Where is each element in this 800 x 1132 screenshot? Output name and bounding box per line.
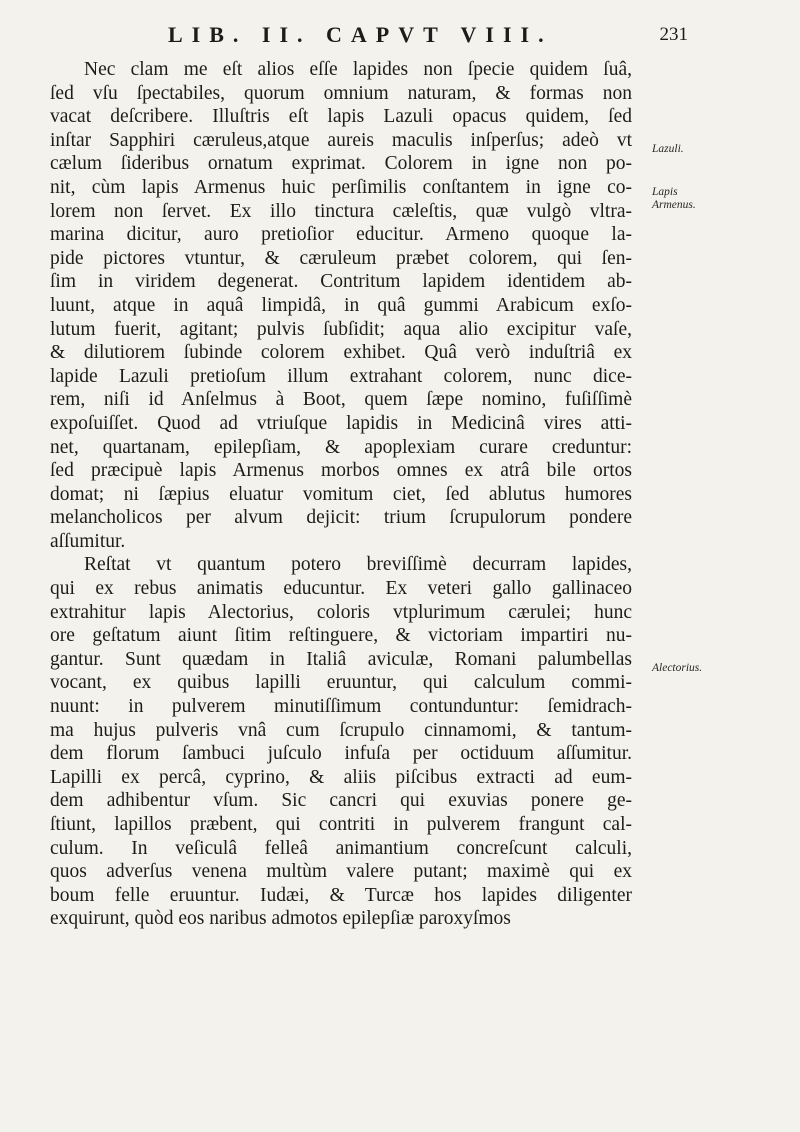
text-line: melancholicos per alvum dejicit: trium ſcrupulorum pondere — [50, 507, 632, 529]
text-line: nuunt: in pulverem minutiſſimum contunduntur: ſemidrach- — [50, 696, 632, 718]
marginal-note-lapis-armenus: Lapis Armenus. — [652, 186, 696, 211]
text-line: dem florum ſambuci juſculo infuſa per octiduum aſſumitur. — [50, 743, 632, 765]
marginal-note-alectorius: Alectorius. — [652, 662, 703, 674]
text-line: inſtar Sapphiri cæruleus,atque aureis maculis inſperſus; adeò vt — [50, 129, 632, 151]
text-line: culum. In veſiculâ felleâ animantium concreſcunt calculi, — [50, 837, 632, 859]
text-line: & dilutiorem ſubinde colorem exhibet. Quâ verò induſtriâ ex — [50, 342, 632, 364]
text-line: ore geſtatum aiunt ſitim reſtinguere, & victoriam impartiri nu- — [50, 625, 632, 647]
text-line: vocant, ex quibus lapilli eruuntur, qui calculum commi- — [50, 672, 632, 694]
text-line: lorem non ſervet. Ex illo tinctura cæleſtis, quæ vulgò vltra- — [50, 200, 632, 222]
text-line: qui ex rebus animatis educuntur. Ex veteri gallo gallinaceo — [50, 578, 632, 600]
text-line: ſed vſu ſpectabiles, quorum omnium naturam, & formas non — [50, 82, 632, 104]
text-line: rem, niſi id Anſelmus à Boot, quem ſæpe nomino, fuſiſſimè — [50, 389, 632, 411]
text-line: marina dicitur, auro pretioſior educitur. Armeno quoque la- — [50, 224, 632, 246]
text-line: ſtiunt, lapillos præbent, qui contriti in pulverem frangunt cal- — [50, 814, 632, 835]
page-number: 231 — [659, 24, 688, 45]
text-line: pide pictores vtuntur, & cæruleum præbet colorem, qui ſen- — [50, 247, 632, 269]
text-line: net, quartanam, epilepſiam, & apoplexiam curare creduntur: — [50, 436, 632, 458]
text-line: Nec clam me eſt alios eſſe lapides non ſpecie quidem ſuâ, — [84, 59, 632, 80]
text-line: dem adhibentur vſum. Sic cancri qui exuvias ponere ge- — [50, 790, 632, 812]
text-line: lapide Lazuli pretioſum illum extrahant colorem, nunc dice- — [50, 365, 632, 387]
text-line: exquirunt, quòd eos naribus admotos epilepſiæ paroxyſmos — [50, 908, 511, 930]
text-line: extrahitur lapis Alectorius, coloris vtplurimum cærulei; hunc — [50, 601, 632, 623]
marginal-note-lazuli: Lazuli. — [652, 143, 684, 155]
text-line: ſed præcipuè lapis Armenus morbos omnes ex atrâ bile ortos — [50, 460, 632, 482]
text-line: boum felle eruuntur. Iudæi, & Turcæ hos lapides diligenter — [50, 884, 632, 906]
text-line: domat; ni ſæpius eluatur vomitum ciet, ſed ablutus humores — [50, 483, 632, 505]
text-line: gantur. Sunt quædam in Italiâ aviculæ, Romani palumbellas — [50, 648, 632, 670]
text-line: ſim in viridem degenerat. Contritum lapidem identidem ab- — [50, 271, 632, 293]
text-line: aſſumitur. — [50, 530, 126, 552]
main-text-block — [50, 58, 632, 931]
text-line: luunt, atque in aquâ limpidâ, in quâ gummi Arabicum exſo- — [50, 294, 632, 316]
text-line: quos adverſus venena multùm valere putant; maximè qui ex — [50, 861, 632, 883]
text-line: lutum fuerit, agitant; pulvis ſubſidit; aqua alio excipitur vaſe, — [50, 318, 632, 340]
text-line: nit, cùm lapis Armenus huic perſimilis conſtantem in igne co- — [50, 176, 632, 198]
running-head — [168, 22, 688, 52]
text-line: expoſuiſſet. Quod ad vtriuſque lapidis in Medicinâ vires atti- — [50, 412, 632, 434]
text-line: ma hujus pulveris vnâ cum ſcrupulo cinnamomi, & tantum- — [50, 719, 632, 741]
text-line: vacat deſcribere. Illuſtris eſt lapis Lazuli opacus quidem, ſed — [50, 106, 632, 128]
text-line: Reſtat vt quantum potero breviſſimè decurram lapides, — [84, 554, 632, 576]
text-line: Lapilli ex percâ, cyprino, & aliis piſcibus extracti ad eum- — [50, 766, 632, 788]
text-line: cælum ſideribus ornatum exprimat. Colorem in igne non po- — [50, 153, 632, 175]
chapter-heading: LIB. II. CAPVT VIII. — [168, 22, 553, 47]
